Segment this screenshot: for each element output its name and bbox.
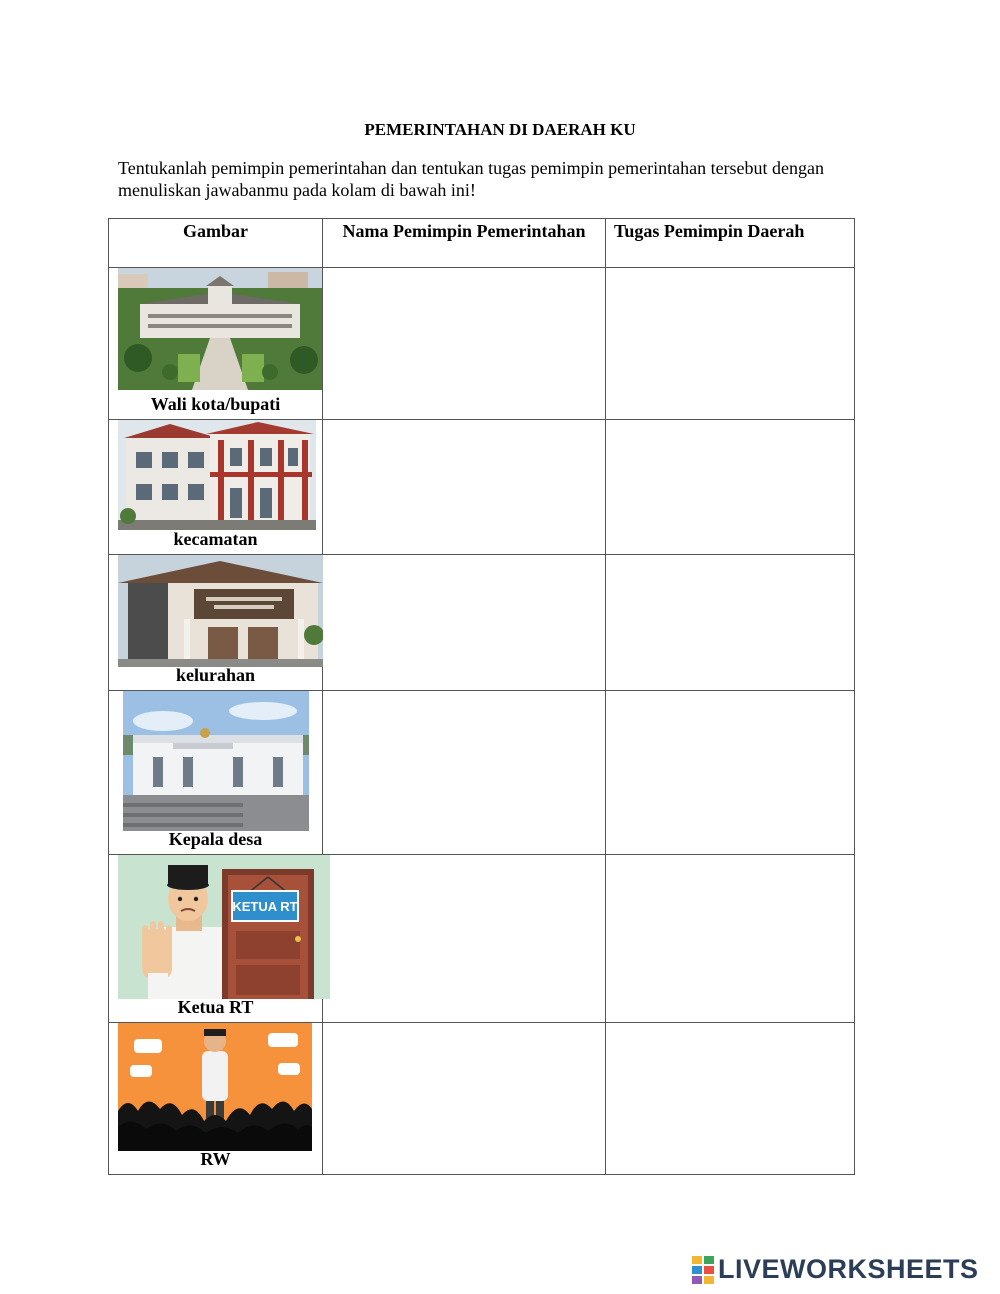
table-row [109,691,855,855]
image-caption: Wali kota/bupati [150,394,281,414]
image-caption: Kepala desa [168,829,263,849]
office-building-icon [118,420,316,530]
header-tugas-pemimpin: Tugas Pemimpin Daerah [606,219,855,268]
tugas-pemimpin-answer[interactable] [606,691,855,855]
government-building-icon [118,268,322,390]
liveworksheets-mark-icon [692,1256,714,1284]
tugas-pemimpin-answer[interactable] [606,420,855,555]
tugas-pemimpin-answer[interactable] [606,555,855,691]
table-row [109,268,855,420]
tugas-pemimpin-answer[interactable] [606,268,855,420]
image-cell [109,855,323,1023]
nama-pemimpin-answer[interactable] [323,1023,606,1175]
table-row [109,855,855,1023]
instructions-text: Tentukanlah pemimpin pemerintahan dan tentukan tugas pemimpin pemerintahan tersebut dengan menuliskan jawabanmu pada kolam di bawah ini! [118,158,825,200]
image-caption: Ketua RT [177,997,254,1017]
tugas-pemimpin-answer[interactable] [606,1023,855,1175]
image-caption: kecamatan [173,529,258,549]
page-title: PEMERINTAHAN DI DAERAH KU [364,120,636,139]
tugas-pemimpin-answer[interactable] [606,855,855,1023]
speaker-crowd-icon [118,1023,312,1151]
header-gambar: Gambar [109,219,323,268]
table-header-row [109,219,855,268]
image-caption: kelurahan [175,665,256,685]
image-cell [109,268,323,420]
door-sign-text: KETUA RT [232,899,298,914]
nama-pemimpin-answer[interactable] [323,855,606,1023]
man-at-door-icon [118,855,330,999]
table-row [109,420,855,555]
image-cell [109,555,323,691]
nama-pemimpin-answer[interactable] [323,420,606,555]
white-building-icon [123,691,309,831]
liveworksheets-logo [692,1254,979,1285]
header-nama-pemimpin: Nama Pemimpin Pemerintahan [323,219,606,268]
nama-pemimpin-answer[interactable] [323,691,606,855]
image-cell [109,1023,323,1175]
village-office-icon [118,555,323,667]
nama-pemimpin-answer[interactable] [323,268,606,420]
image-cell [109,691,323,855]
table-row [109,555,855,691]
table-row [109,1023,855,1175]
nama-pemimpin-answer[interactable] [323,555,606,691]
brand-name: LIVEWORKSHEETS [718,1254,979,1284]
image-cell [109,420,323,555]
worksheet-table [108,218,855,1175]
image-caption: RW [200,1149,231,1169]
